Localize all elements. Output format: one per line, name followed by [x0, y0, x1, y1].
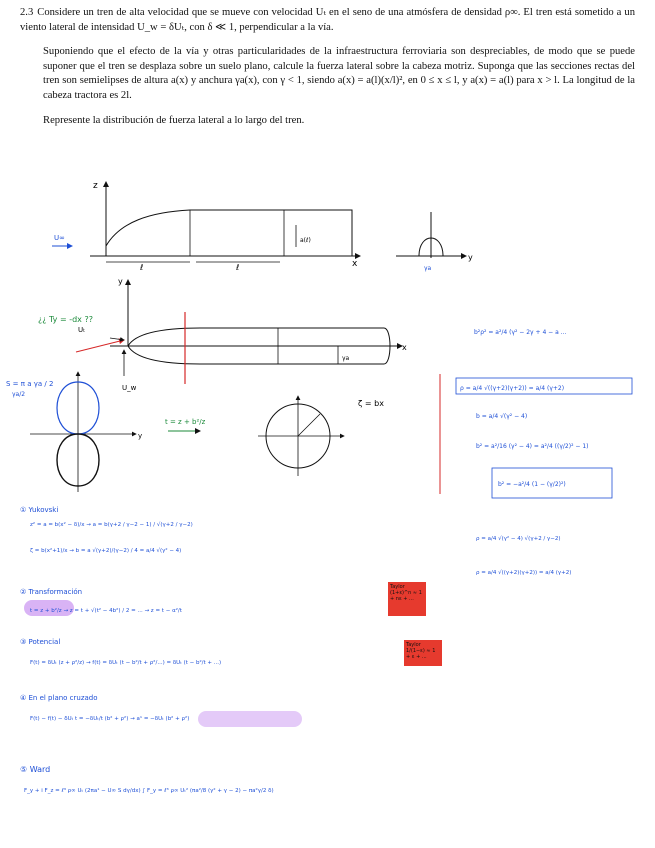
svg-text:ℓ: ℓ — [140, 263, 144, 272]
svg-text:a(ℓ): a(ℓ) — [300, 237, 311, 244]
right-equations — [440, 329, 632, 498]
svg-text:¿¿ Ty = -dx ??: ¿¿ Ty = -dx ?? — [38, 315, 93, 324]
svg-text:U_w: U_w — [122, 384, 137, 392]
svg-text:z² = a = b(x² − δ)/x → a = b: z² = a = b(x² − δ)/x → a = b(γ+2 / γ−2 − 1) / √(γ+2 / γ−2) — [30, 522, 193, 528]
svg-text:ℓ: ℓ — [236, 263, 240, 272]
svg-text:④ En el plano cruzado: ④ En el plano cruzado — [20, 694, 98, 702]
svg-text:ζ = b(x²+1)/x → b = a √(γ+2): ζ = b(x²+1)/x → b = a √(γ+2)/(γ−2) / 4 = a/4 √(γ² − 4) — [30, 548, 182, 554]
svg-text:⑤ Ward: ⑤ Ward — [20, 765, 51, 774]
svg-text:F(t) = δUₜ (z + ρ²/z) → f(t): F(t) = δUₜ (z + ρ²/z) → f(t) = δUₜ (t − b²/t + ρ²/...) = δUₜ (t − b²/t + ...) — [30, 660, 222, 666]
cross-section-sketch — [396, 212, 473, 272]
svg-text:ρ = a/4 √((γ+2)(γ+2)) = a/4 (γ: ρ = a/4 √((γ+2)(γ+2)) = a/4 (γ+2) — [460, 385, 565, 392]
svg-text:t = z + b²/z: t = z + b²/z — [165, 418, 206, 426]
svg-text:① Yukovski: ① Yukovski — [20, 506, 59, 514]
derivation-steps — [20, 506, 571, 794]
svg-text:ρ = a/4 √(γ² − 4) √(γ+2 / γ−2): ρ = a/4 √(γ² − 4) √(γ+2 / γ−2) — [476, 536, 561, 542]
svg-text:F_y + i F_z = ℓ³ ρ∞ Uₜ (2πa¹ −: F_y + i F_z = ℓ³ ρ∞ Uₜ (2πa¹ − U∞ S dγ/dx) ∫ F_y = ℓ³ ρ∞ Uₜ² (πa²/8 (γ² + γ − 2) − πa²γ/2 δ) — [24, 788, 274, 794]
svg-text:② Transformación: ② Transformación — [20, 588, 83, 596]
problem-paragraph-2: Suponiendo que el efecto de la vía y otras particularidades de la infraestructura ferroviaria son despreciables, de modo que se puede suponer que el tren se desplaza sobre un suelo plano, calcule la fuerza lateral sobre la cabeza motriz. Suponga que las secciones rectas del tren son semielipses de altura a(x) y anchura γa(x), con γ < 1, siendo a(x) = a(l)(x/l)², en 0 ≤ x ≤ l, y a(x) = a(l) para x > l. La longitud de la cabeza tractora es 2l. — [43, 46, 635, 101]
circle-sketch — [165, 396, 384, 476]
problem-statement — [20, 6, 635, 138]
taylor-sticky-note-2: Taylor 1/(1−ε) ≈ 1 + ε + ... — [404, 640, 442, 666]
svg-text:γa: γa — [342, 355, 350, 362]
problem-number: 2.3 — [20, 7, 34, 18]
svg-text:y: y — [118, 277, 123, 286]
problem-paragraph-3: Represente la distribución de fuerza lateral a lo largo del tren. — [43, 114, 305, 126]
svg-text:b²ρ² = a²/4 (γ² − 2γ + 4 − a .: b²ρ² = a²/4 (γ² − 2γ + 4 − a ... — [474, 329, 567, 336]
handwritten-notes — [0, 170, 655, 848]
svg-text:x: x — [402, 343, 407, 352]
svg-text:ρ = a/4 √((γ+2)(γ+2)) = a/4 (γ: ρ = a/4 √((γ+2)(γ+2)) = a/4 (γ+2) — [476, 570, 572, 576]
svg-text:F(t) − f(t) − δUₜ t = −δUₜ/t (: F(t) − f(t) − δUₜ t = −δUₜ/t (b² + ρ²) → a¹ = −δUₜ (b² + ρ²) — [30, 716, 190, 722]
svg-text:③ Potencial: ③ Potencial — [20, 638, 61, 646]
svg-text:y: y — [468, 253, 473, 262]
taylor-sticky-note: Taylor (1+ε)^n ≈ 1 + nε + ... — [388, 582, 426, 616]
svg-text:x: x — [352, 259, 358, 269]
svg-text:z: z — [93, 181, 98, 191]
svg-text:b² = −a²/4 (1 − (γ/2)²): b² = −a²/4 (1 − (γ/2)²) — [498, 481, 566, 488]
problem-paragraph-1: 2.3 Considere un tren de alta velocidad que se mueve con velocidad Uₜ en el seno de una atmósfera de densidad ρ∞. El tren está sometido a un viento lateral de intensidad U_w = δUₜ, con δ ≪ 1, perpendicular a la vía. — [20, 7, 635, 33]
side-view-sketch — [52, 181, 360, 272]
svg-text:ζ = bx: ζ = bx — [358, 399, 384, 408]
svg-text:S = π a γa / 2: S = π a γa / 2 — [6, 380, 54, 388]
svg-text:y: y — [138, 432, 143, 440]
svg-text:γa: γa — [424, 265, 432, 272]
svg-text:γa/2: γa/2 — [12, 391, 26, 398]
svg-text:U∞: U∞ — [54, 234, 65, 242]
svg-text:b = a/4 √(γ² − 4): b = a/4 √(γ² − 4) — [476, 413, 528, 420]
svg-text:Uₜ: Uₜ — [78, 326, 86, 334]
svg-text:b² = a²/16 (γ² − 4) = a²/4 ((γ: b² = a²/16 (γ² − 4) = a²/4 ((γ/2)² − 1) — [476, 443, 589, 450]
svg-text:t = z + b²/z → z = t + √(t²: t = z + b²/z → z = t + √(t² − 4b²) / 2 = ... → z = t − α²/t — [30, 608, 182, 614]
top-view-sketch — [38, 277, 407, 392]
